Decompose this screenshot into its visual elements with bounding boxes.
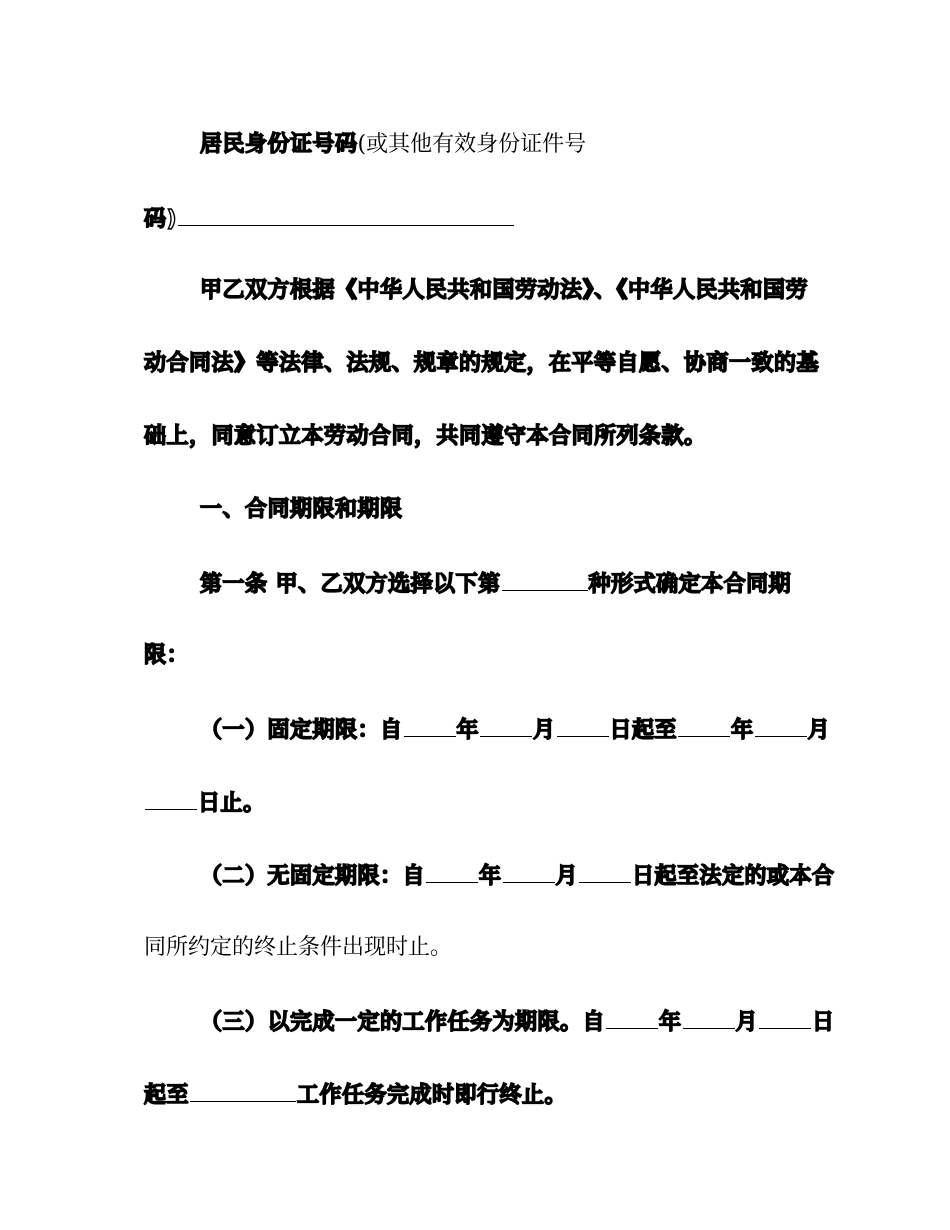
item2-year-label: 年 (479, 864, 502, 889)
para1-line1 (200, 276, 808, 306)
item1-month2-blank[interactable] (755, 714, 807, 737)
article1-cont: 限： (144, 643, 190, 668)
form-choice-blank[interactable] (502, 568, 588, 591)
item1-year2-blank[interactable] (678, 714, 730, 737)
article1-line (200, 568, 791, 600)
article1-prefix: 第一条 甲、乙双方选择以下第 (200, 572, 501, 597)
item2-year-blank[interactable] (426, 860, 478, 883)
item1-line-cont (144, 787, 266, 819)
article1-line-cont (144, 641, 189, 671)
item1-month2-label: 月 (807, 718, 831, 743)
item3-line (200, 1006, 835, 1038)
item2-line (200, 860, 835, 892)
item3-day-label: 日 (812, 1010, 835, 1035)
item3-line-cont (144, 1079, 567, 1111)
item1-end: 日止。 (198, 791, 266, 816)
item1-day-blank[interactable] (557, 714, 609, 737)
item3-month-blank[interactable] (683, 1006, 735, 1029)
id-number-label: 居民身份证号码 (200, 132, 358, 157)
item3-cont-prefix: 起至 (144, 1083, 190, 1108)
item3-year-label: 年 (659, 1010, 682, 1035)
para1-line2 (144, 349, 819, 379)
item2-month-blank[interactable] (503, 860, 555, 883)
item1-year-label: 年 (456, 718, 480, 743)
item3-cont-suffix: 工作任务完成时即行终止。 (297, 1083, 568, 1108)
item2-tail: 日起至法定的或本合 (632, 864, 835, 889)
item2-cont: 同所约定的终止条件出现时止。 (144, 935, 453, 960)
item2-month-label: 月 (555, 864, 579, 889)
item1-year2-label: 年 (731, 718, 754, 743)
id-number-blank[interactable] (178, 203, 514, 226)
item1-line (200, 714, 830, 746)
article1-suffix: 种形式确定本合同期 (588, 572, 792, 597)
id-number-label-plain: (或其他有效身份证件号 (357, 132, 587, 157)
item2-day-blank[interactable] (579, 860, 631, 883)
section-title-text: 一、合同期限和期限 (200, 497, 403, 522)
item1-month-label: 月 (533, 718, 556, 743)
para1-text-3: 础上，同意订立本劳动合同，共同遵守本合同所列条款。 (144, 424, 707, 449)
id-number-label-cont: 码) (144, 207, 178, 232)
item3-day-blank[interactable] (759, 1006, 811, 1029)
item1-label: （一）固定期限：自 (200, 718, 403, 743)
item1-month-blank[interactable] (480, 714, 532, 737)
para1-text-1: 甲乙双方根据《中华人民共和国劳动法》、《中华人民共和国劳 (200, 278, 809, 303)
item1-year-blank[interactable] (404, 714, 456, 737)
item3-month-label: 月 (735, 1010, 759, 1035)
id-number-line (200, 130, 586, 160)
item3-year-blank[interactable] (606, 1006, 658, 1029)
item2-label: （二）无固定期限：自 (200, 864, 426, 889)
item1-day-from-label: 日起至 (609, 718, 678, 743)
para1-text-2: 动合同法》等法律、法规、规章的规定，在平等自愿、协商一致的基 (144, 351, 820, 376)
section-title (200, 495, 403, 525)
id-number-line-cont (144, 203, 515, 235)
item2-line-cont (144, 933, 452, 963)
item1-day2-blank[interactable] (145, 787, 197, 810)
item3-label: （三）以完成一定的工作任务为期限。自 (200, 1010, 606, 1035)
item3-task-blank[interactable] (190, 1079, 296, 1102)
para1-line3 (144, 422, 707, 452)
